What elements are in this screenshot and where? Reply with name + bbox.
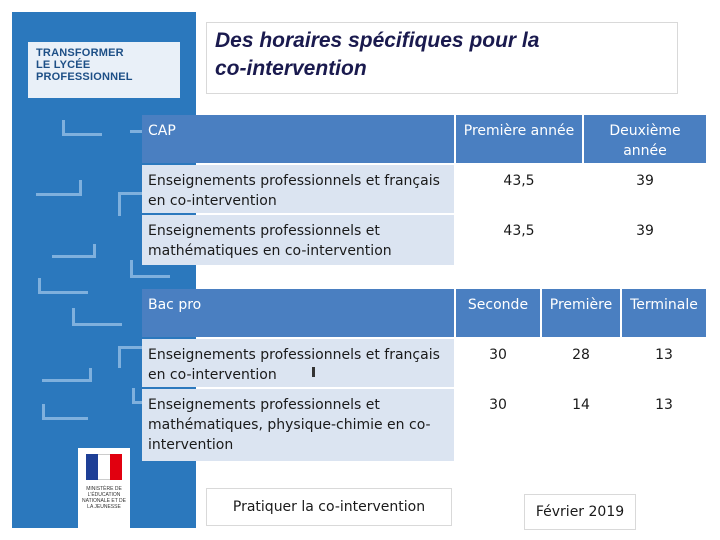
page-title-line-1: Des horaires spécifiques pour la xyxy=(215,29,540,52)
bac-header-seconde: Seconde xyxy=(456,289,540,337)
ministry-logo xyxy=(78,448,130,528)
bac-row-1-terminale: 13 xyxy=(655,347,673,363)
decorative-bracket xyxy=(36,180,82,196)
page-title-line-2: co-intervention xyxy=(215,57,367,80)
bac-row-2-terminale: 13 xyxy=(655,397,673,413)
decorative-bracket xyxy=(42,368,92,382)
logo-line-3: PROFESSIONNEL xyxy=(36,71,133,83)
bac-row-2-label: Enseignements professionnels et mathématiques, physique-chimie en co-intervention xyxy=(142,389,454,461)
cap-row-1-label: Enseignements professionnels et français en co-intervention xyxy=(142,165,454,213)
ministry-text: MINISTÈRE DE L'ÉDUCATION NATIONALE ET DE LA JEUNESSE xyxy=(82,486,126,510)
bac-row-1-premiere: 28 xyxy=(572,347,590,363)
bac-header-label: Bac pro xyxy=(142,289,454,337)
bac-row-2-premiere: 14 xyxy=(572,397,590,413)
decorative-bracket xyxy=(42,404,88,420)
decorative-bracket xyxy=(72,308,122,326)
cap-header-label: CAP xyxy=(142,115,454,163)
stray-mark xyxy=(312,367,315,377)
logo-line-1: TRANSFORMER xyxy=(36,47,124,59)
cap-row-2-year1: 43,5 xyxy=(503,223,535,239)
bac-header-terminale: Terminale xyxy=(622,289,706,337)
cap-row-1-year2: 39 xyxy=(636,173,654,189)
decorative-bracket xyxy=(38,278,88,294)
transformer-lycee-logo xyxy=(28,42,180,98)
cap-row-2-year2: 39 xyxy=(636,223,654,239)
decorative-bracket xyxy=(62,120,102,136)
cap-header-year1: Première année xyxy=(456,115,582,163)
marianne-flag-icon xyxy=(86,454,122,480)
cap-row-2-label: Enseignements professionnels et mathématiques en co-intervention xyxy=(142,215,454,265)
bac-header-premiere: Première xyxy=(542,289,620,337)
bac-row-1-seconde: 30 xyxy=(489,347,507,363)
title-box xyxy=(206,22,678,94)
cap-row-1-year1: 43,5 xyxy=(503,173,535,189)
bac-row-1-label: Enseignements professionnels et français en co-intervention xyxy=(142,339,454,387)
logo-line-2: LE LYCÉE xyxy=(36,59,91,71)
bac-row-2-seconde: 30 xyxy=(489,397,507,413)
decorative-bracket xyxy=(52,244,96,258)
footer-date: Février 2019 xyxy=(524,494,636,530)
cap-header-year2: Deuxième année xyxy=(584,115,706,163)
footer-presentation-label: Pratiquer la co-intervention xyxy=(206,488,452,526)
